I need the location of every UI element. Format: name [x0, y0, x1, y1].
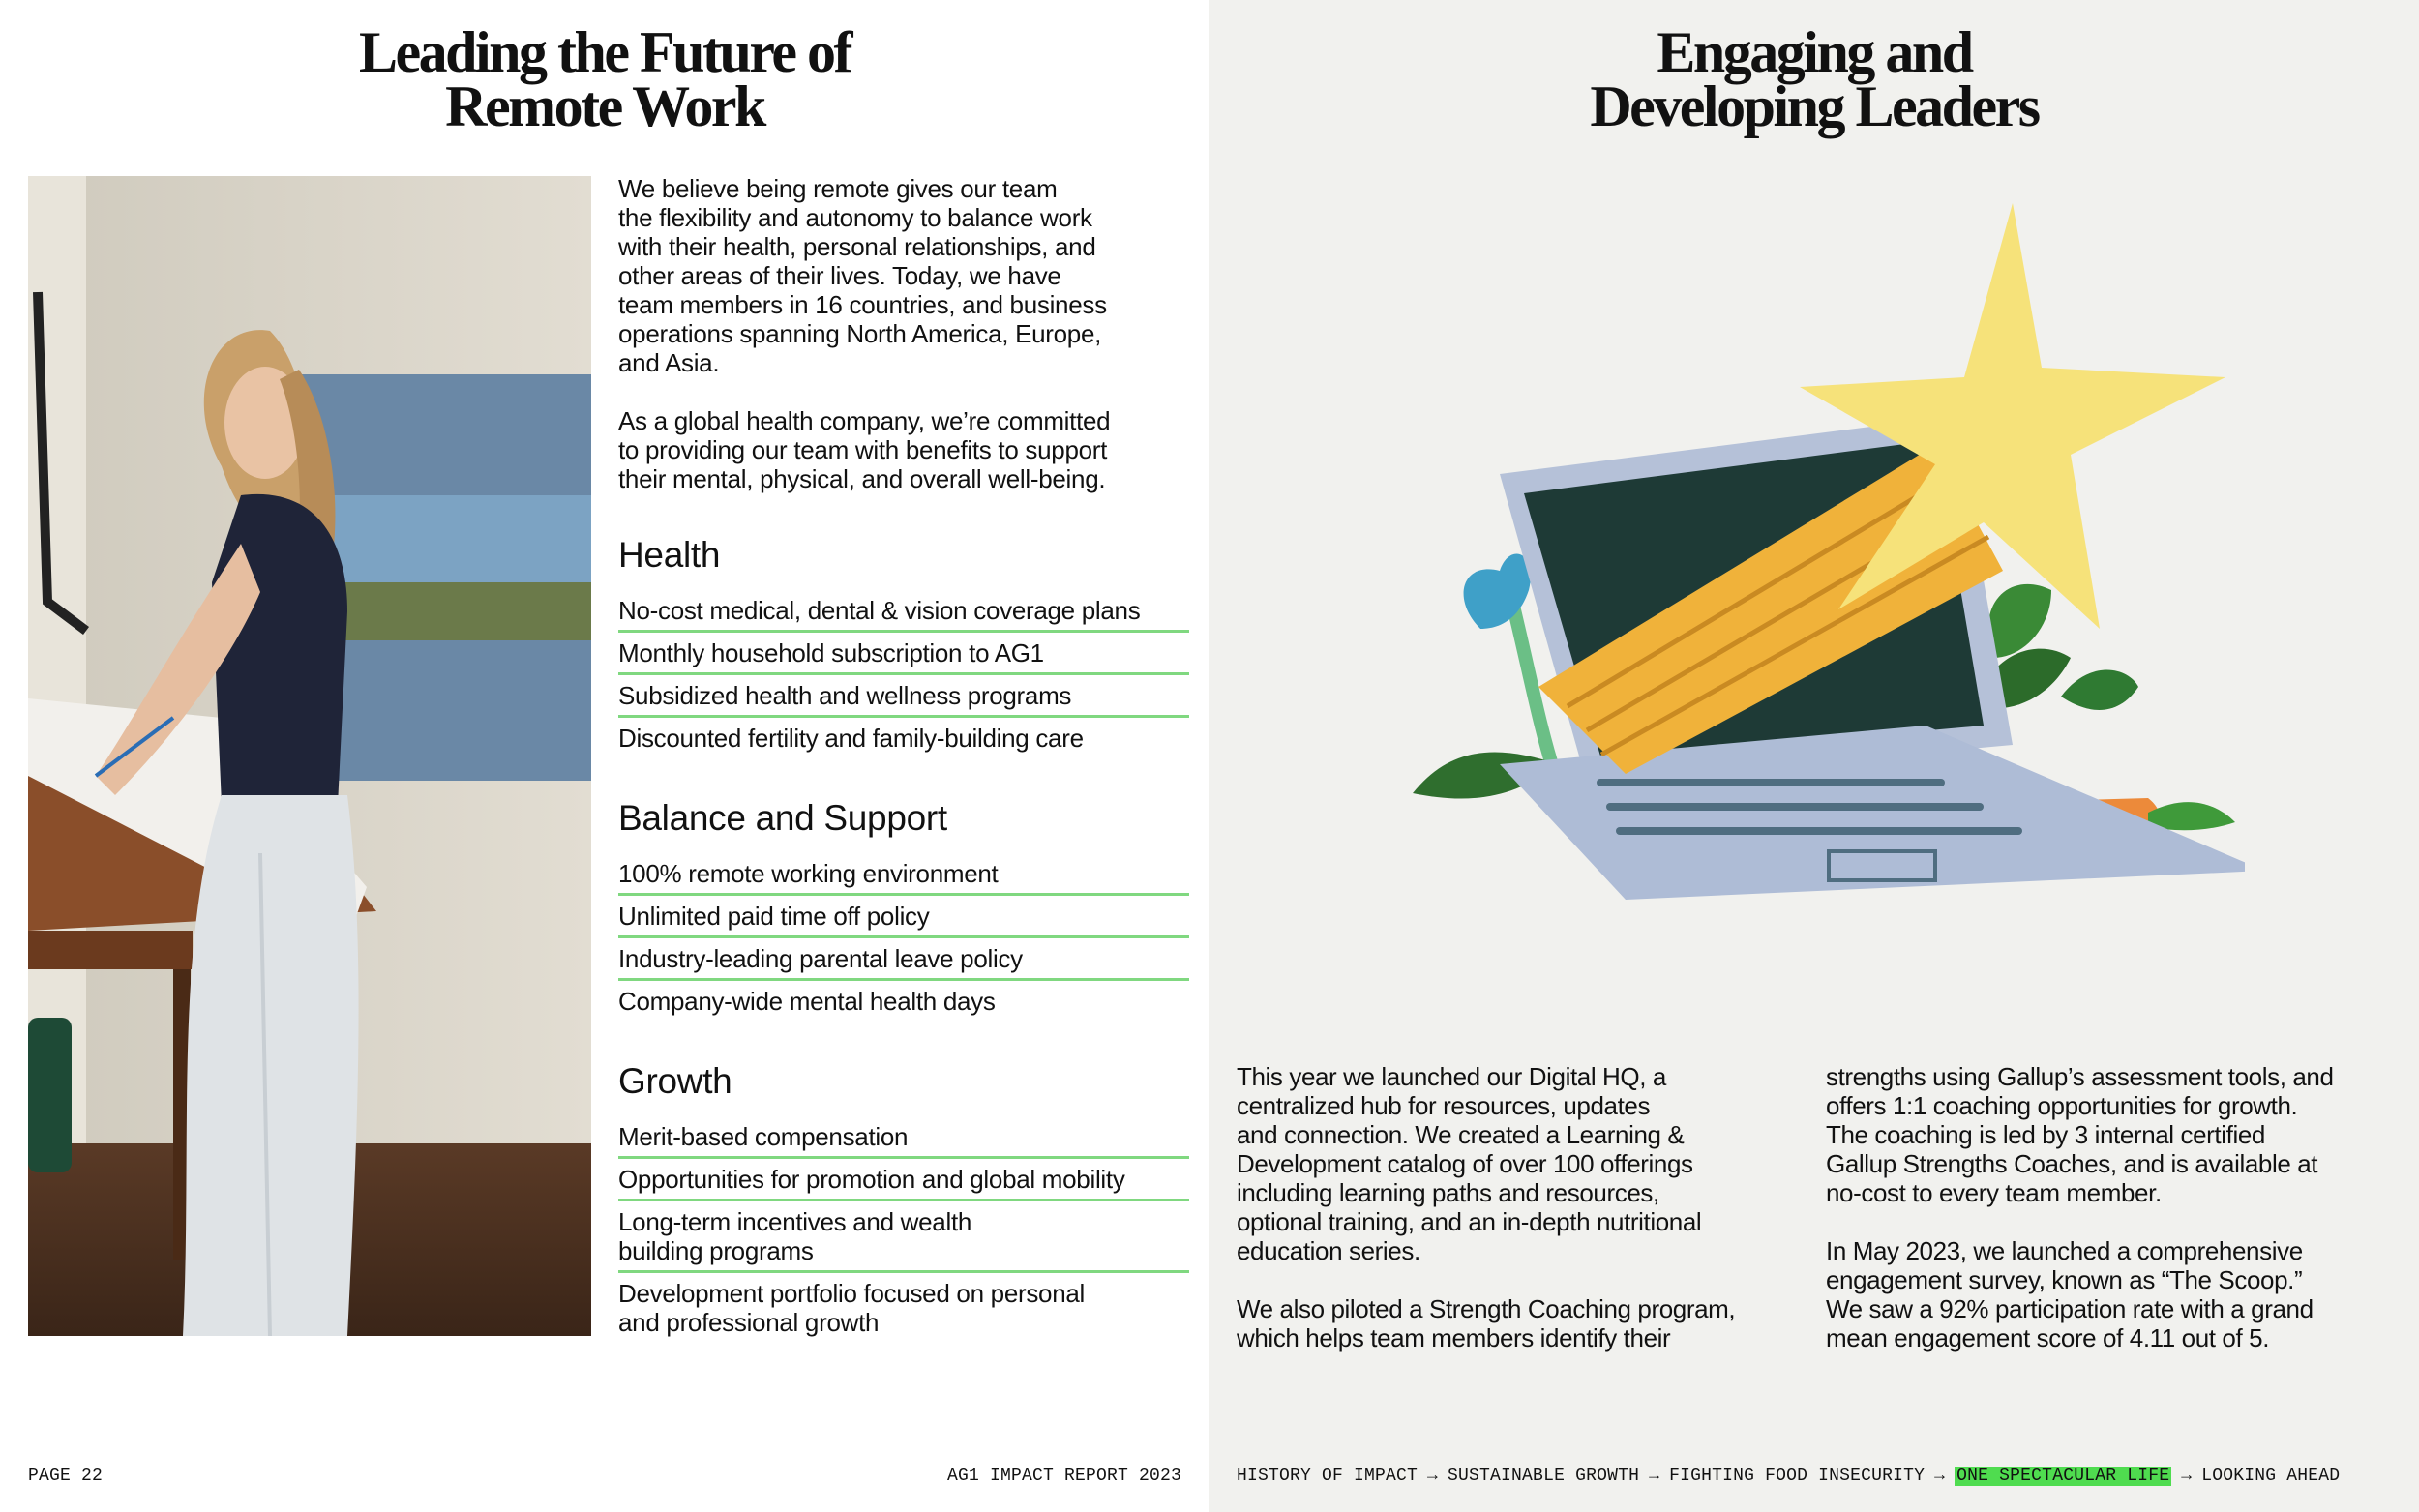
- arrow-icon: →: [1934, 1467, 1946, 1486]
- benefit-text: Company-wide mental health days: [618, 987, 996, 1016]
- benefit-item: [618, 853, 1189, 896]
- paragraph: [1826, 1062, 2406, 1207]
- section-balance-support: [618, 797, 1189, 1021]
- benefit-text: Industry-leading parental leave policy: [618, 944, 1023, 973]
- benefit-text: Monthly household subscription to AG1: [618, 638, 1044, 667]
- illustration-laptop-shooting-star: [1393, 203, 2245, 938]
- benefit-text: Subsidized health and wellness programs: [618, 681, 1072, 710]
- text-line: team members in 16 countries, and business: [618, 290, 1107, 319]
- nav-link-one-spectacular-life[interactable]: ONE SPECTACULAR LIFE: [1956, 1467, 2170, 1486]
- text-line: with their health, personal relationships, and: [618, 232, 1096, 261]
- arrow-icon: →: [2181, 1467, 2193, 1486]
- text-line: offers 1:1 coaching opportunities for growth.: [1826, 1091, 2298, 1120]
- section-navigation: [1237, 1467, 2340, 1486]
- arrow-icon: →: [1649, 1467, 1660, 1486]
- section-health: [618, 534, 1189, 757]
- page-number: PAGE 22: [28, 1467, 104, 1486]
- section-growth: [618, 1060, 1189, 1342]
- benefit-text: building programs: [618, 1236, 814, 1265]
- intro-paragraph: [618, 174, 1189, 377]
- text-line: other areas of their lives. Today, we have: [618, 261, 1061, 290]
- text-column-2: [1826, 1062, 2406, 1381]
- text-line: engagement survey, known as “The Scoop.”: [1826, 1265, 2303, 1294]
- title-line: Leading the Future of: [358, 20, 851, 84]
- text-line: The coaching is led by 3 internal certified: [1826, 1120, 2265, 1149]
- paragraph: [1237, 1062, 1817, 1265]
- benefit-item: [618, 675, 1189, 718]
- benefit-text: Discounted fertility and family-building care: [618, 724, 1084, 753]
- benefit-item: [618, 1116, 1189, 1159]
- benefit-text: Unlimited paid time off policy: [618, 902, 930, 931]
- benefit-list: [618, 1116, 1189, 1342]
- text-line: including learning paths and resources,: [1237, 1178, 1659, 1207]
- section-heading: Balance and Support: [618, 798, 947, 838]
- benefit-list: [618, 590, 1189, 757]
- text-line: optional training, and an in-depth nutritional: [1237, 1207, 1702, 1236]
- benefit-item: [618, 1159, 1189, 1201]
- intro-paragraph: [618, 406, 1189, 493]
- title-line: Developing Leaders: [1590, 74, 2039, 138]
- benefit-item: [618, 633, 1189, 675]
- text-line: and connection. We created a Learning &: [1237, 1120, 1685, 1149]
- text-line: the flexibility and autonomy to balance work: [618, 203, 1092, 232]
- benefit-text: Long-term incentives and wealth: [618, 1207, 972, 1236]
- text-line: We believe being remote gives our team: [618, 174, 1058, 203]
- intro-text: [618, 174, 1189, 493]
- text-line: In May 2023, we launched a comprehensive: [1826, 1236, 2303, 1265]
- section-heading: Health: [618, 535, 721, 575]
- nav-link-sustainable-growth[interactable]: SUSTAINABLE GROWTH: [1448, 1467, 1640, 1486]
- text-line: We also piloted a Strength Coaching program,: [1237, 1294, 1736, 1323]
- benefit-item: [618, 1201, 1189, 1273]
- text-line: to providing our team with benefits to support: [618, 435, 1108, 464]
- benefit-text: Development portfolio focused on personal: [618, 1279, 1086, 1308]
- text-column-1: [1237, 1062, 1817, 1381]
- nav-link-history-of-impact[interactable]: HISTORY OF IMPACT: [1237, 1467, 1419, 1486]
- nav-link-looking-ahead[interactable]: LOOKING AHEAD: [2201, 1467, 2341, 1486]
- text-line: Gallup Strengths Coaches, and is available at: [1826, 1149, 2318, 1178]
- paragraph: [1826, 1236, 2406, 1352]
- text-line: no-cost to every team member.: [1826, 1178, 2162, 1207]
- text-line: their mental, physical, and overall well-being.: [618, 464, 1106, 493]
- text-line: which helps team members identify their: [1237, 1323, 1671, 1352]
- text-line: and Asia.: [618, 348, 720, 377]
- photo-woman-at-desk: [28, 176, 591, 1336]
- right-page-title: [1210, 20, 2419, 138]
- title-line: Remote Work: [445, 74, 764, 138]
- benefit-text: Merit-based compensation: [618, 1122, 909, 1151]
- benefit-item: [618, 981, 1189, 1021]
- text-line: centralized hub for resources, updates: [1237, 1091, 1651, 1120]
- benefit-text: and professional growth: [618, 1308, 880, 1337]
- report-title: AG1 IMPACT REPORT 2023: [946, 1467, 1181, 1486]
- left-page-title: [0, 20, 1210, 138]
- text-line: As a global health company, we’re committed: [618, 406, 1111, 435]
- benefit-item: [618, 718, 1189, 757]
- benefit-text: 100% remote working environment: [618, 859, 999, 888]
- benefit-text: Opportunities for promotion and global mobility: [618, 1165, 1125, 1194]
- text-line: We saw a 92% participation rate with a grand: [1826, 1294, 2314, 1323]
- benefit-list: [618, 853, 1189, 1021]
- text-line: strengths using Gallup’s assessment tools, and: [1826, 1062, 2334, 1091]
- benefit-item: [618, 1273, 1189, 1342]
- benefit-item: [618, 896, 1189, 938]
- text-line: Development catalog of over 100 offerings: [1237, 1149, 1693, 1178]
- arrow-icon: →: [1427, 1467, 1439, 1486]
- benefit-item: [618, 590, 1189, 633]
- right-page: [1210, 0, 2419, 1512]
- section-heading: Growth: [618, 1061, 732, 1101]
- text-line: mean engagement score of 4.11 out of 5.: [1826, 1323, 2270, 1352]
- benefit-item: [618, 938, 1189, 981]
- text-line: This year we launched our Digital HQ, a: [1237, 1062, 1666, 1091]
- nav-link-fighting-food-insecurity[interactable]: FIGHTING FOOD INSECURITY: [1669, 1467, 1926, 1486]
- text-line: education series.: [1237, 1236, 1420, 1265]
- title-line: Engaging and: [1657, 20, 1972, 84]
- benefit-text: No-cost medical, dental & vision coverage plans: [618, 596, 1141, 625]
- paragraph: [1237, 1294, 1817, 1352]
- text-line: operations spanning North America, Europe,: [618, 319, 1102, 348]
